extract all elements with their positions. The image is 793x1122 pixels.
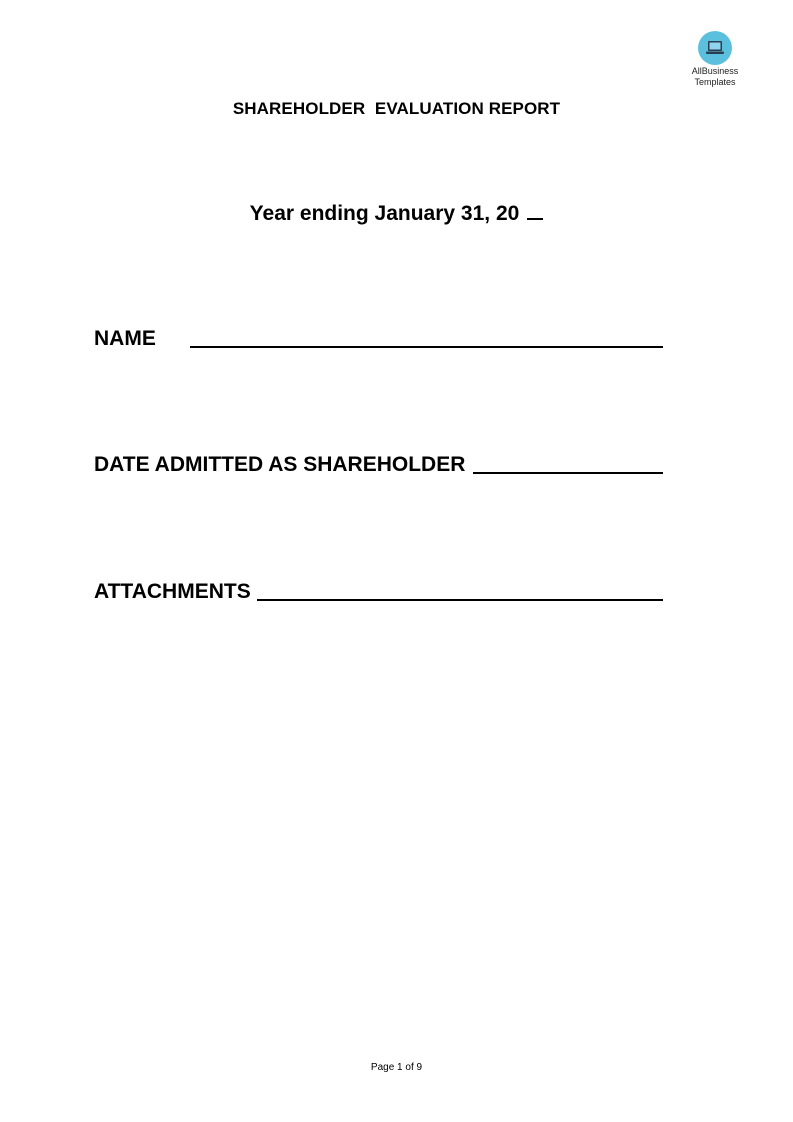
logo-text-line2: Templates xyxy=(694,77,736,87)
date-admitted-label: DATE ADMITTED AS SHAREHOLDER xyxy=(94,453,466,476)
name-blank-line[interactable] xyxy=(190,324,663,348)
name-field xyxy=(94,324,663,351)
year-ending-line xyxy=(0,198,793,226)
year-ending-text: Year ending January 31, 20 xyxy=(249,202,520,225)
page-number: Page 1 of 9 xyxy=(370,1062,423,1073)
document-title: SHAREHOLDER EVALUATION REPORT xyxy=(232,99,561,118)
date-admitted-field xyxy=(94,450,663,477)
year-blank-line[interactable] xyxy=(527,198,543,220)
laptop-icon xyxy=(698,31,732,65)
attachments-blank-line[interactable] xyxy=(257,577,663,601)
logo-text-line1: AllBusiness xyxy=(691,66,739,76)
date-admitted-blank-line[interactable] xyxy=(473,450,663,474)
attachments-label: ATTACHMENTS xyxy=(94,580,251,603)
company-logo xyxy=(684,31,746,87)
name-label: NAME xyxy=(94,327,156,350)
attachments-field xyxy=(94,577,663,604)
